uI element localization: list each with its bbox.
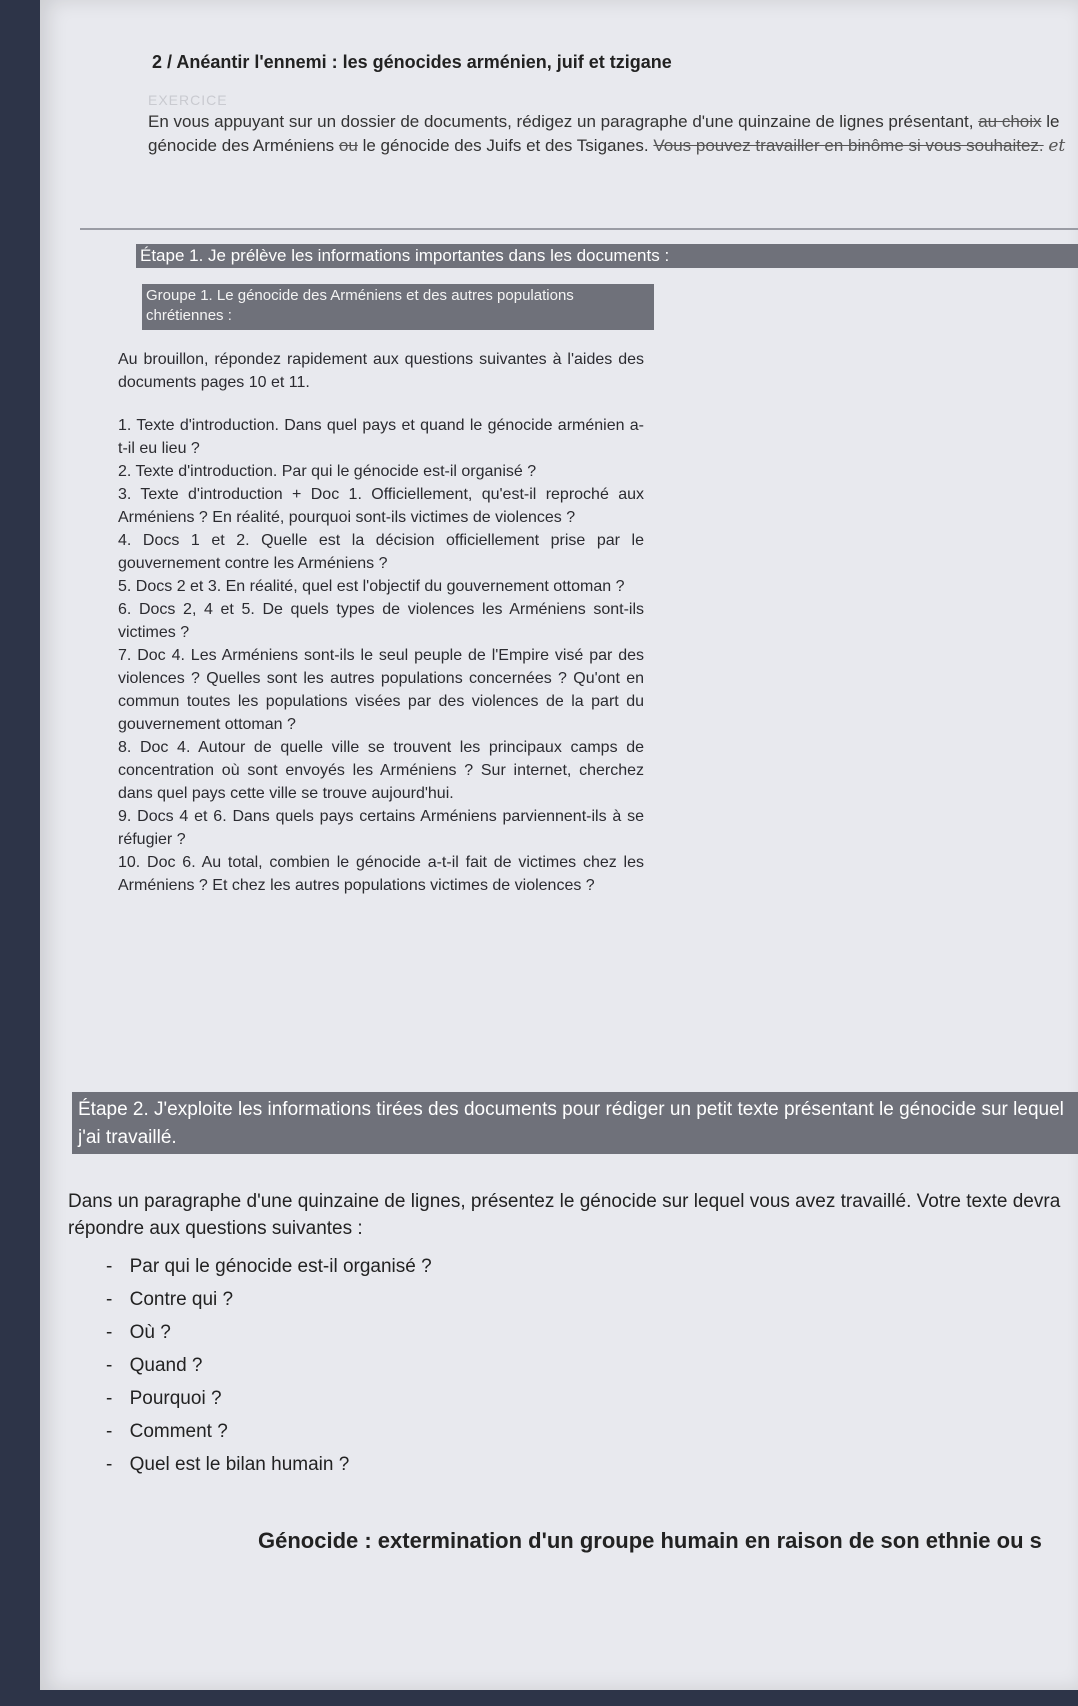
step1-heading: Étape 1. Je prélève les informations importantes dans les documents : (136, 244, 1078, 268)
question-item: 7. Doc 4. Les Arméniens sont-ils le seul peuple de l'Empire visé par des violences ? Quelles sont les autres populations concernées ? Qu'ont en commun toutes les populations visées par des violences de la part du gouvernement ottoman ? (118, 647, 644, 733)
list-item: - Où ? (106, 1316, 432, 1349)
question-item: 1. Texte d'introduction. Dans quel pays et quand le génocide arménien a-t-il eu lieu ? (118, 417, 644, 457)
step1-instructions: Au brouillon, répondez rapidement aux questions suivantes à l'aides des documents pages 10 et 11. (118, 351, 644, 391)
list-item: - Contre qui ? (106, 1283, 432, 1316)
step2-heading: Étape 2. J'exploite les informations tirées des documents pour rédiger un petit texte présentant le génocide sur lequel j'ai travaillé. (72, 1092, 1078, 1154)
group1-heading: Groupe 1. Le génocide des Arméniens et des autres populations chrétiennes : (142, 284, 654, 330)
intro-part-3: le génocide des Juifs et des Tsiganes. (362, 136, 649, 155)
intro-part-1: En vous appuyant sur un dossier de documents, rédigez un paragraphe d'une quinzaine de lignes présentant, (148, 112, 974, 131)
question-item: 3. Texte d'introduction + Doc 1. Officiellement, qu'est-il reproché aux Arméniens ? En réalité, pourquoi sont-ils victimes de violences ? (118, 486, 644, 526)
list-item: - Pourquoi ? (106, 1382, 432, 1415)
intro-struck-3: Vous pouvez travailler en binôme si vous souhaitez. (653, 136, 1044, 155)
list-item: - Par qui le génocide est-il organisé ? (106, 1250, 432, 1283)
faded-exercise-label: EXERCICE (148, 92, 228, 108)
handwritten-correction: et (1048, 136, 1066, 156)
question-item: 5. Docs 2 et 3. En réalité, quel est l'objectif du gouvernement ottoman ? (118, 578, 625, 595)
intro-part-2: le génocide des Arméniens (148, 112, 1060, 155)
document-page (40, 0, 1078, 1690)
question-item: 6. Docs 2, 4 et 5. De quels types de violences les Arméniens sont-ils victimes ? (118, 601, 644, 641)
question-item: 4. Docs 1 et 2. Quelle est la décision officiellement prise par le gouvernement contre les Arméniens ? (118, 532, 644, 572)
intro-struck-2: ou (338, 136, 358, 155)
question-item: 8. Doc 4. Autour de quelle ville se trouvent les principaux camps de concentration où sont envoyés les Arméniens ? Sur internet, cherchez dans quel pays cette ville se trouve aujourd'hui. (118, 739, 644, 802)
list-item: - Quand ? (106, 1349, 432, 1382)
list-item: - Quel est le bilan humain ? (106, 1448, 432, 1481)
step2-bullet-list (106, 1250, 432, 1481)
question-list (118, 414, 644, 897)
intro-struck-1: au choix (978, 112, 1042, 131)
question-item: 9. Docs 4 et 6. Dans quels pays certains Arméniens parviennent-ils à se réfugier ? (118, 808, 644, 848)
step2-prompt: Dans un paragraphe d'une quinzaine de lignes, présentez le génocide sur lequel vous avez travaillé. Votre texte devra répondre aux questions suivantes : (68, 1191, 1061, 1239)
list-item: - Comment ? (106, 1415, 432, 1448)
question-item: 10. Doc 6. Au total, combien le génocide a-t-il fait de victimes chez les Arméniens ? Et chez les autres populations victimes de violences ? (118, 854, 644, 894)
section-title: 2 / Anéantir l'ennemi : les génocides arménien, juif et tzigane (152, 52, 672, 72)
question-item: 2. Texte d'introduction. Par qui le génocide est-il organisé ? (118, 463, 537, 480)
divider (80, 228, 1078, 230)
definition: Génocide : extermination d'un groupe humain en raison de son ethnie ou s (258, 1528, 1042, 1553)
exercise-instructions (148, 110, 1078, 158)
